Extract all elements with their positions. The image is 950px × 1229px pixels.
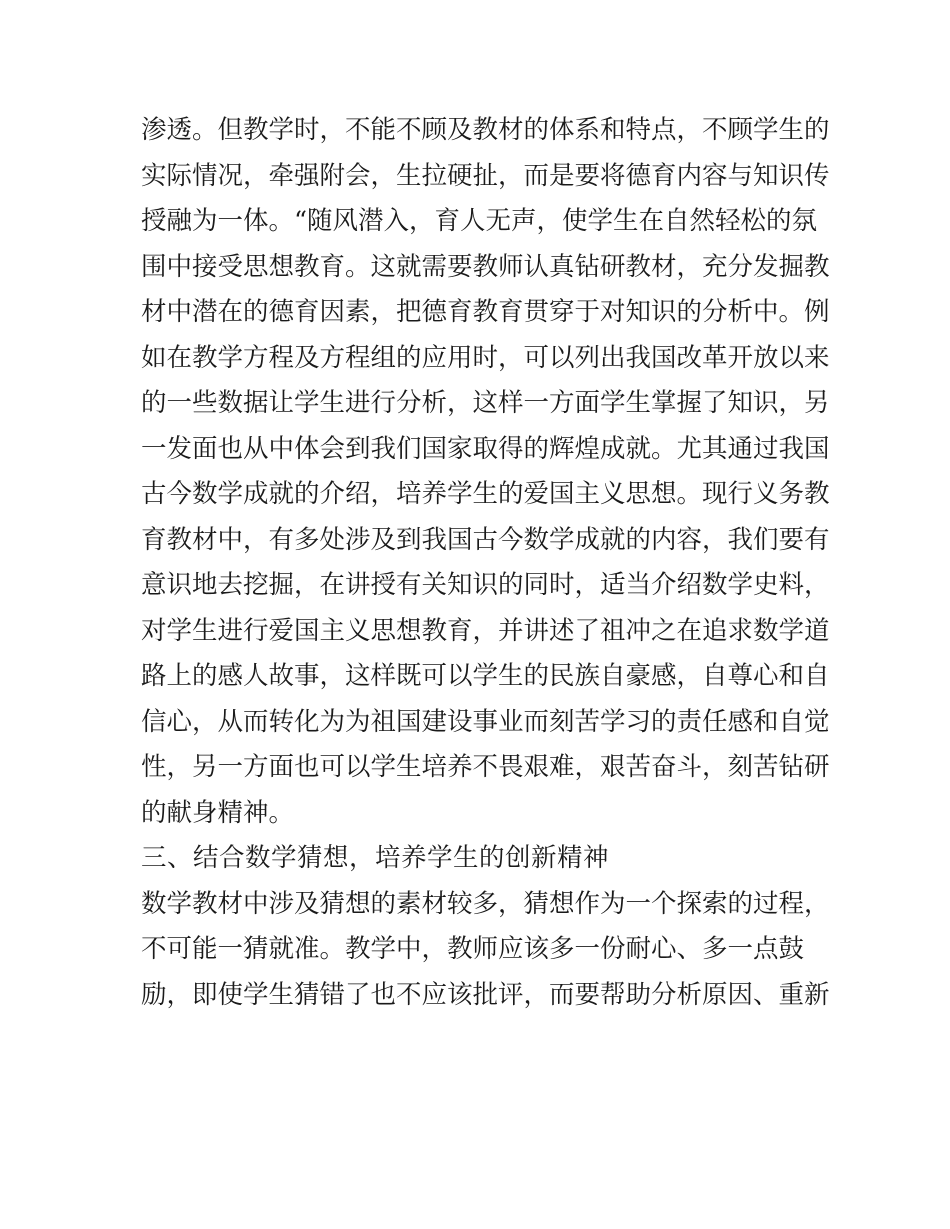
text-line-11: 意识地去挖掘，在讲授有关知识的同时，适当介绍数学史料， xyxy=(141,570,830,600)
text-line-18: 数学教材中涉及猜想的素材较多，猜想作为一个探索的过程， xyxy=(141,888,830,919)
text-line-1: 渗透。但教学时，不能不顾及教材的体系和特点，不顾学生的 xyxy=(141,115,830,145)
text-line-4: 围中接受思想教育。这就需要教师认真钻研教材，充分发掘教 xyxy=(141,251,830,282)
text-line-12: 对学生进行爱国主义思想教育，并讲述了祖冲之在追求数学道 xyxy=(141,615,830,646)
text-line-15: 性，另一方面也可以学生培养不畏艰难，艰苦奋斗，刻苦钻研 xyxy=(141,752,830,782)
text-line-3: 授融为一体。“随风潜入，育人无声，使学生在自然轻松的氛 xyxy=(141,206,818,236)
document-body xyxy=(141,108,830,1018)
text-line-10: 育教材中，有多处涉及到我国古今数学成就的内容，我们要有 xyxy=(141,524,830,555)
text-line-2: 实际情况，牵强附会，生拉硬扯，而是要将德育内容与知识传 xyxy=(141,160,830,191)
text-line-9: 古今数学成就的介绍，培养学生的爱国主义思想。现行义务教 xyxy=(141,479,830,509)
text-line-6: 如在教学方程及方程组的应用时，可以列出我国改革开放以来 xyxy=(141,342,830,373)
text-line-8: 一发面也从中体会到我们国家取得的辉煌成就。尤其通过我国 xyxy=(141,433,830,464)
text-line-5: 材中潜在的德育因素，把德育教育贯穿于对知识的分析中。例 xyxy=(141,297,830,327)
text-line-16: 的献身精神。 xyxy=(141,797,295,828)
text-line-19: 不可能一猜就准。教学中，教师应该多一份耐心、多一点鼓 xyxy=(141,934,805,964)
section-heading: 三、结合数学猜想，培养学生的创新精神 xyxy=(141,843,610,873)
text-line-14: 信心，从而转化为为祖国建设事业而刻苦学习的责任感和自觉 xyxy=(141,706,830,737)
text-line-7: 的一些数据让学生进行分析，这样一方面学生掌握了知识，另 xyxy=(141,388,830,418)
text-line-13: 路上的感人故事，这样既可以学生的民族自豪感，自尊心和自 xyxy=(141,661,830,691)
text-line-20: 励，即使学生猜错了也不应该批评，而要帮助分析原因、重新 xyxy=(141,979,830,1010)
